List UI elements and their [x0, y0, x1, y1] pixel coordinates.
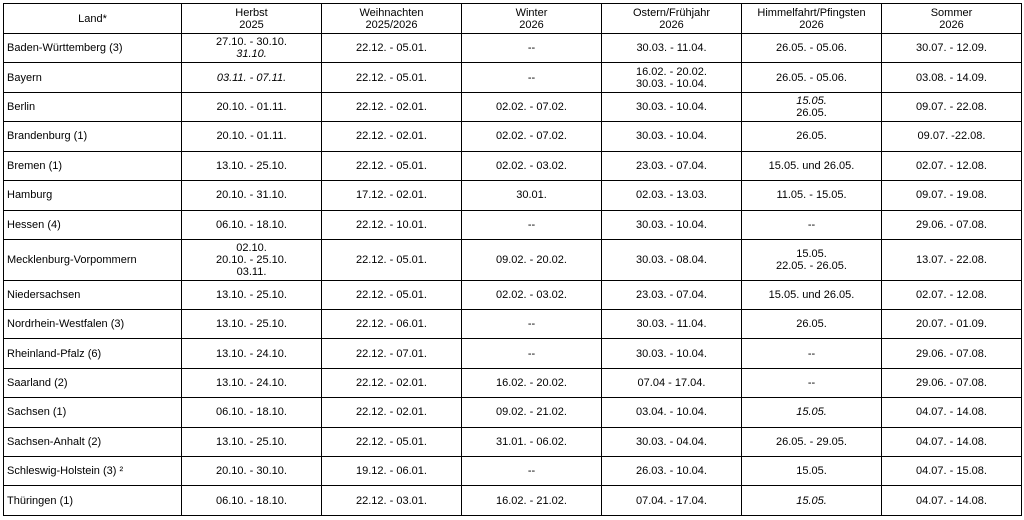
- date-cell: [882, 427, 1022, 456]
- date-line: 22.12. - 10.01.: [356, 218, 427, 231]
- date-cell: [882, 63, 1022, 92]
- date-line: 13.10. - 25.10.: [216, 159, 287, 172]
- date-cell: [882, 368, 1022, 397]
- date-cell: [602, 210, 742, 239]
- date-cell: [462, 34, 602, 63]
- date-line: 03.11. - 07.11.: [216, 71, 287, 84]
- date-line: 04.07. - 14.08.: [916, 406, 987, 419]
- table-row: [4, 339, 1022, 368]
- date-cell: [322, 339, 462, 368]
- column-header-label: Himmelfahrt/Pfingsten: [757, 6, 866, 19]
- date-line: 09.07. - 19.08.: [916, 189, 987, 202]
- date-line: --: [527, 218, 536, 231]
- date-line: 26.05.: [796, 130, 827, 143]
- date-line: 15.05.: [796, 406, 827, 419]
- date-line: 02.02. - 03.02.: [496, 288, 567, 301]
- date-line: 31.01. - 06.02.: [496, 435, 567, 448]
- date-line: 30.03. - 10.04.: [636, 130, 707, 143]
- column-header-label: Ostern/Frühjahr: [632, 6, 711, 19]
- date-line: 20.07. - 01.09.: [916, 318, 987, 331]
- date-line: 06.10. - 18.10.: [216, 494, 287, 507]
- table-row: [4, 280, 1022, 309]
- date-line: --: [527, 42, 536, 55]
- date-line: --: [527, 465, 536, 478]
- date-cell: [322, 92, 462, 121]
- date-cell: [742, 181, 882, 210]
- date-line: 03.04. - 10.04.: [636, 406, 707, 419]
- date-cell: [182, 34, 322, 63]
- date-line: 20.10. - 01.11.: [216, 130, 287, 143]
- date-line: 22.12. - 07.01.: [356, 347, 427, 360]
- date-cell: [322, 239, 462, 280]
- date-cell: [602, 339, 742, 368]
- date-line: 15.05. und 26.05.: [768, 159, 855, 172]
- date-cell: [602, 486, 742, 516]
- date-cell: [882, 122, 1022, 151]
- date-line: 22.05. - 26.05.: [776, 259, 847, 272]
- land-cell: Bremen (1): [4, 151, 182, 180]
- date-line: 22.12. - 02.01.: [356, 406, 427, 419]
- land-cell: Schleswig-Holstein (3) ²: [4, 457, 182, 486]
- date-line: 09.07. - 22.08.: [916, 101, 987, 114]
- date-line: --: [807, 377, 816, 389]
- date-line: 23.03. - 07.04.: [636, 159, 707, 172]
- column-header-label: Herbst: [235, 6, 268, 19]
- land-cell: Niedersachsen: [4, 280, 182, 309]
- date-cell: [322, 368, 462, 397]
- date-line: 09.07. -22.08.: [917, 130, 986, 143]
- table-row: [4, 210, 1022, 239]
- date-cell: [462, 63, 602, 92]
- holiday-table: [3, 3, 1022, 516]
- date-line: 17.12. - 02.01.: [356, 189, 427, 202]
- table-row: [4, 122, 1022, 151]
- date-cell: [182, 151, 322, 180]
- table-row: [4, 34, 1022, 63]
- date-line: 26.05.: [796, 107, 827, 120]
- date-line: 16.02. - 20.02.: [496, 377, 567, 389]
- date-cell: [462, 92, 602, 121]
- date-cell: [462, 486, 602, 516]
- date-line: 04.07. - 14.08.: [916, 435, 987, 448]
- date-line: 15.05.: [796, 95, 827, 108]
- column-header-sommer: [882, 4, 1022, 34]
- date-line: 13.10. - 24.10.: [216, 347, 287, 360]
- date-line: 22.12. - 05.01.: [356, 253, 427, 266]
- date-line: 13.07. - 22.08.: [916, 253, 987, 266]
- column-header-label: Weihnachten: [359, 6, 424, 19]
- date-line: 26.05. - 29.05.: [776, 435, 847, 448]
- column-header-label: Winter: [515, 6, 548, 19]
- date-line: 29.06. - 07.08.: [916, 377, 987, 389]
- date-cell: [882, 398, 1022, 427]
- date-line: 26.05. - 05.06.: [776, 42, 847, 55]
- table-row: [4, 63, 1022, 92]
- date-cell: [602, 457, 742, 486]
- date-cell: [182, 427, 322, 456]
- table-row: [4, 92, 1022, 121]
- date-line: 13.10. - 25.10.: [216, 318, 287, 331]
- date-cell: [882, 181, 1022, 210]
- date-cell: [742, 339, 882, 368]
- date-cell: [742, 486, 882, 516]
- date-cell: [182, 309, 322, 338]
- date-cell: [602, 34, 742, 63]
- date-cell: [882, 151, 1022, 180]
- date-cell: [182, 339, 322, 368]
- date-line: 02.02. - 07.02.: [496, 101, 567, 114]
- date-cell: [602, 368, 742, 397]
- date-cell: [742, 92, 882, 121]
- table-row: [4, 239, 1022, 280]
- date-line: 20.10. - 30.10.: [216, 465, 287, 478]
- column-header-label: Land*: [78, 12, 107, 25]
- date-cell: [742, 398, 882, 427]
- date-cell: [462, 122, 602, 151]
- date-cell: [602, 63, 742, 92]
- table-row: [4, 151, 1022, 180]
- date-line: 07.04 - 17.04.: [637, 377, 706, 389]
- date-line: 04.07. - 15.08.: [916, 465, 987, 478]
- date-cell: [462, 309, 602, 338]
- date-line: 30.03. - 08.04.: [636, 253, 707, 266]
- date-line: 31.10.: [236, 48, 267, 61]
- date-line: 22.12. - 05.01.: [356, 71, 427, 84]
- date-line: 22.12. - 05.01.: [356, 435, 427, 448]
- date-line: 19.12. - 06.01.: [356, 465, 427, 478]
- date-cell: [742, 280, 882, 309]
- date-line: --: [807, 347, 816, 360]
- column-header-year: 2026: [659, 18, 684, 31]
- date-line: 29.06. - 07.08.: [916, 347, 987, 360]
- date-line: 20.10. - 31.10.: [216, 189, 287, 202]
- date-cell: [182, 210, 322, 239]
- date-line: 30.07. - 12.09.: [916, 42, 987, 55]
- date-cell: [182, 92, 322, 121]
- date-cell: [882, 309, 1022, 338]
- date-line: 22.12. - 05.01.: [356, 288, 427, 301]
- date-cell: [602, 181, 742, 210]
- date-cell: [182, 457, 322, 486]
- land-cell: Saarland (2): [4, 368, 182, 397]
- date-cell: [882, 339, 1022, 368]
- date-cell: [742, 368, 882, 397]
- date-cell: [462, 280, 602, 309]
- date-cell: [882, 486, 1022, 516]
- date-cell: [602, 92, 742, 121]
- land-cell: Nordrhein-Westfalen (3): [4, 309, 182, 338]
- date-cell: [182, 239, 322, 280]
- column-header-ostern: [602, 4, 742, 34]
- date-cell: [322, 457, 462, 486]
- date-cell: [322, 63, 462, 92]
- date-line: 26.05.: [796, 318, 827, 331]
- date-line: 02.07. - 12.08.: [916, 288, 987, 301]
- land-cell: Sachsen (1): [4, 398, 182, 427]
- column-header-year: 2026: [799, 18, 824, 31]
- date-cell: [462, 181, 602, 210]
- date-cell: [742, 239, 882, 280]
- date-cell: [322, 181, 462, 210]
- date-cell: [602, 122, 742, 151]
- column-header-year: 2025/2026: [365, 18, 418, 31]
- date-line: 09.02. - 21.02.: [496, 406, 567, 419]
- date-cell: [322, 280, 462, 309]
- land-cell: Rheinland-Pfalz (6): [4, 339, 182, 368]
- date-line: 30.03. - 10.04.: [636, 77, 707, 90]
- date-cell: [322, 398, 462, 427]
- table-row: [4, 398, 1022, 427]
- date-line: 20.10. - 25.10.: [216, 253, 287, 266]
- date-line: --: [807, 218, 816, 231]
- land-cell: Hamburg: [4, 181, 182, 210]
- date-cell: [882, 92, 1022, 121]
- date-cell: [462, 339, 602, 368]
- date-line: 03.11.: [236, 265, 267, 278]
- date-line: --: [527, 347, 536, 360]
- date-line: 06.10. - 18.10.: [216, 406, 287, 419]
- date-line: --: [527, 71, 536, 84]
- date-cell: [322, 427, 462, 456]
- date-line: 16.02. - 21.02.: [496, 494, 567, 507]
- date-line: 15.05.: [796, 494, 827, 507]
- date-line: 26.05. - 05.06.: [776, 71, 847, 84]
- table-header: [4, 4, 1022, 34]
- column-header-weihnachten: [322, 4, 462, 34]
- date-line: 30.03. - 11.04.: [636, 42, 707, 55]
- land-cell: Thüringen (1): [4, 486, 182, 516]
- date-cell: [742, 63, 882, 92]
- date-line: 13.10. - 24.10.: [216, 377, 287, 389]
- date-line: 22.12. - 03.01.: [356, 494, 427, 507]
- date-line: 22.12. - 05.01.: [356, 42, 427, 55]
- date-cell: [182, 368, 322, 397]
- date-cell: [462, 368, 602, 397]
- date-cell: [602, 239, 742, 280]
- date-line: 15.05.: [796, 247, 827, 260]
- date-line: 27.10. - 30.10.: [216, 36, 287, 49]
- table-row: [4, 309, 1022, 338]
- date-cell: [602, 151, 742, 180]
- date-cell: [182, 486, 322, 516]
- header-row: [4, 4, 1022, 34]
- date-cell: [182, 63, 322, 92]
- date-line: 02.03. - 13.03.: [636, 189, 707, 202]
- date-line: 16.02. - 20.02.: [636, 65, 707, 78]
- land-cell: Berlin: [4, 92, 182, 121]
- date-cell: [742, 309, 882, 338]
- date-line: 26.03. - 10.04.: [636, 465, 707, 478]
- date-line: 30.03. - 10.04.: [636, 101, 707, 114]
- date-line: 30.03. - 10.04.: [636, 347, 707, 360]
- date-cell: [462, 398, 602, 427]
- date-cell: [462, 151, 602, 180]
- column-header-land: [4, 4, 182, 34]
- date-line: 13.10. - 25.10.: [216, 435, 287, 448]
- date-line: 09.02. - 20.02.: [496, 253, 567, 266]
- date-line: 02.07. - 12.08.: [916, 159, 987, 172]
- land-cell: Baden-Württemberg (3): [4, 34, 182, 63]
- date-line: 02.02. - 03.02.: [496, 159, 567, 172]
- date-cell: [882, 210, 1022, 239]
- date-line: 23.03. - 07.04.: [636, 288, 707, 301]
- date-line: 15.05. und 26.05.: [768, 288, 855, 301]
- date-line: 03.08. - 14.09.: [916, 71, 987, 84]
- date-line: 15.05.: [796, 465, 827, 478]
- date-cell: [602, 309, 742, 338]
- table-row: [4, 368, 1022, 397]
- land-cell: Mecklenburg-Vorpommern: [4, 239, 182, 280]
- date-line: 30.03. - 10.04.: [636, 218, 707, 231]
- column-header-winter: [462, 4, 602, 34]
- date-line: 30.03. - 11.04.: [636, 318, 707, 331]
- column-header-year: 2026: [939, 18, 964, 31]
- date-cell: [462, 239, 602, 280]
- table-row: [4, 181, 1022, 210]
- land-cell: Hessen (4): [4, 210, 182, 239]
- date-cell: [742, 427, 882, 456]
- date-line: 22.12. - 02.01.: [356, 130, 427, 143]
- date-line: 22.12. - 02.01.: [356, 377, 427, 389]
- date-cell: [462, 427, 602, 456]
- date-cell: [882, 280, 1022, 309]
- date-cell: [182, 280, 322, 309]
- table-row: [4, 457, 1022, 486]
- date-line: 02.10.: [236, 241, 267, 254]
- date-cell: [322, 309, 462, 338]
- table-row: [4, 486, 1022, 516]
- date-line: 13.10. - 25.10.: [216, 288, 287, 301]
- date-line: 30.01.: [516, 189, 547, 202]
- date-cell: [182, 181, 322, 210]
- date-cell: [182, 122, 322, 151]
- column-header-pfingsten: [742, 4, 882, 34]
- date-cell: [322, 486, 462, 516]
- date-cell: [882, 34, 1022, 63]
- date-line: --: [527, 318, 536, 331]
- table-body: [4, 34, 1022, 516]
- date-line: 30.03. - 04.04.: [636, 435, 707, 448]
- date-line: 04.07. - 14.08.: [916, 494, 987, 507]
- date-cell: [322, 210, 462, 239]
- date-cell: [322, 34, 462, 63]
- column-header-year: 2026: [519, 18, 544, 31]
- date-cell: [462, 457, 602, 486]
- date-line: 07.04. - 17.04.: [636, 494, 707, 507]
- date-line: 22.12. - 06.01.: [356, 318, 427, 331]
- date-line: 22.12. - 02.01.: [356, 101, 427, 114]
- date-cell: [322, 151, 462, 180]
- column-header-label: Sommer: [930, 6, 973, 19]
- date-line: 06.10. - 18.10.: [216, 218, 287, 231]
- date-cell: [882, 239, 1022, 280]
- date-cell: [182, 398, 322, 427]
- date-cell: [742, 122, 882, 151]
- date-cell: [742, 34, 882, 63]
- date-cell: [742, 210, 882, 239]
- date-line: 11.05. - 15.05.: [776, 189, 847, 202]
- date-line: 20.10. - 01.11.: [216, 101, 287, 114]
- date-cell: [742, 151, 882, 180]
- date-cell: [462, 210, 602, 239]
- column-header-year: 2025: [239, 18, 264, 31]
- date-cell: [882, 457, 1022, 486]
- date-cell: [602, 280, 742, 309]
- table-row: [4, 427, 1022, 456]
- land-cell: Brandenburg (1): [4, 122, 182, 151]
- date-cell: [322, 122, 462, 151]
- date-cell: [602, 398, 742, 427]
- column-header-herbst: [182, 4, 322, 34]
- date-line: 29.06. - 07.08.: [916, 218, 987, 231]
- land-cell: Sachsen-Anhalt (2): [4, 427, 182, 456]
- land-cell: Bayern: [4, 63, 182, 92]
- date-cell: [742, 457, 882, 486]
- date-cell: [602, 427, 742, 456]
- date-line: 22.12. - 05.01.: [356, 159, 427, 172]
- date-line: 02.02. - 07.02.: [496, 130, 567, 143]
